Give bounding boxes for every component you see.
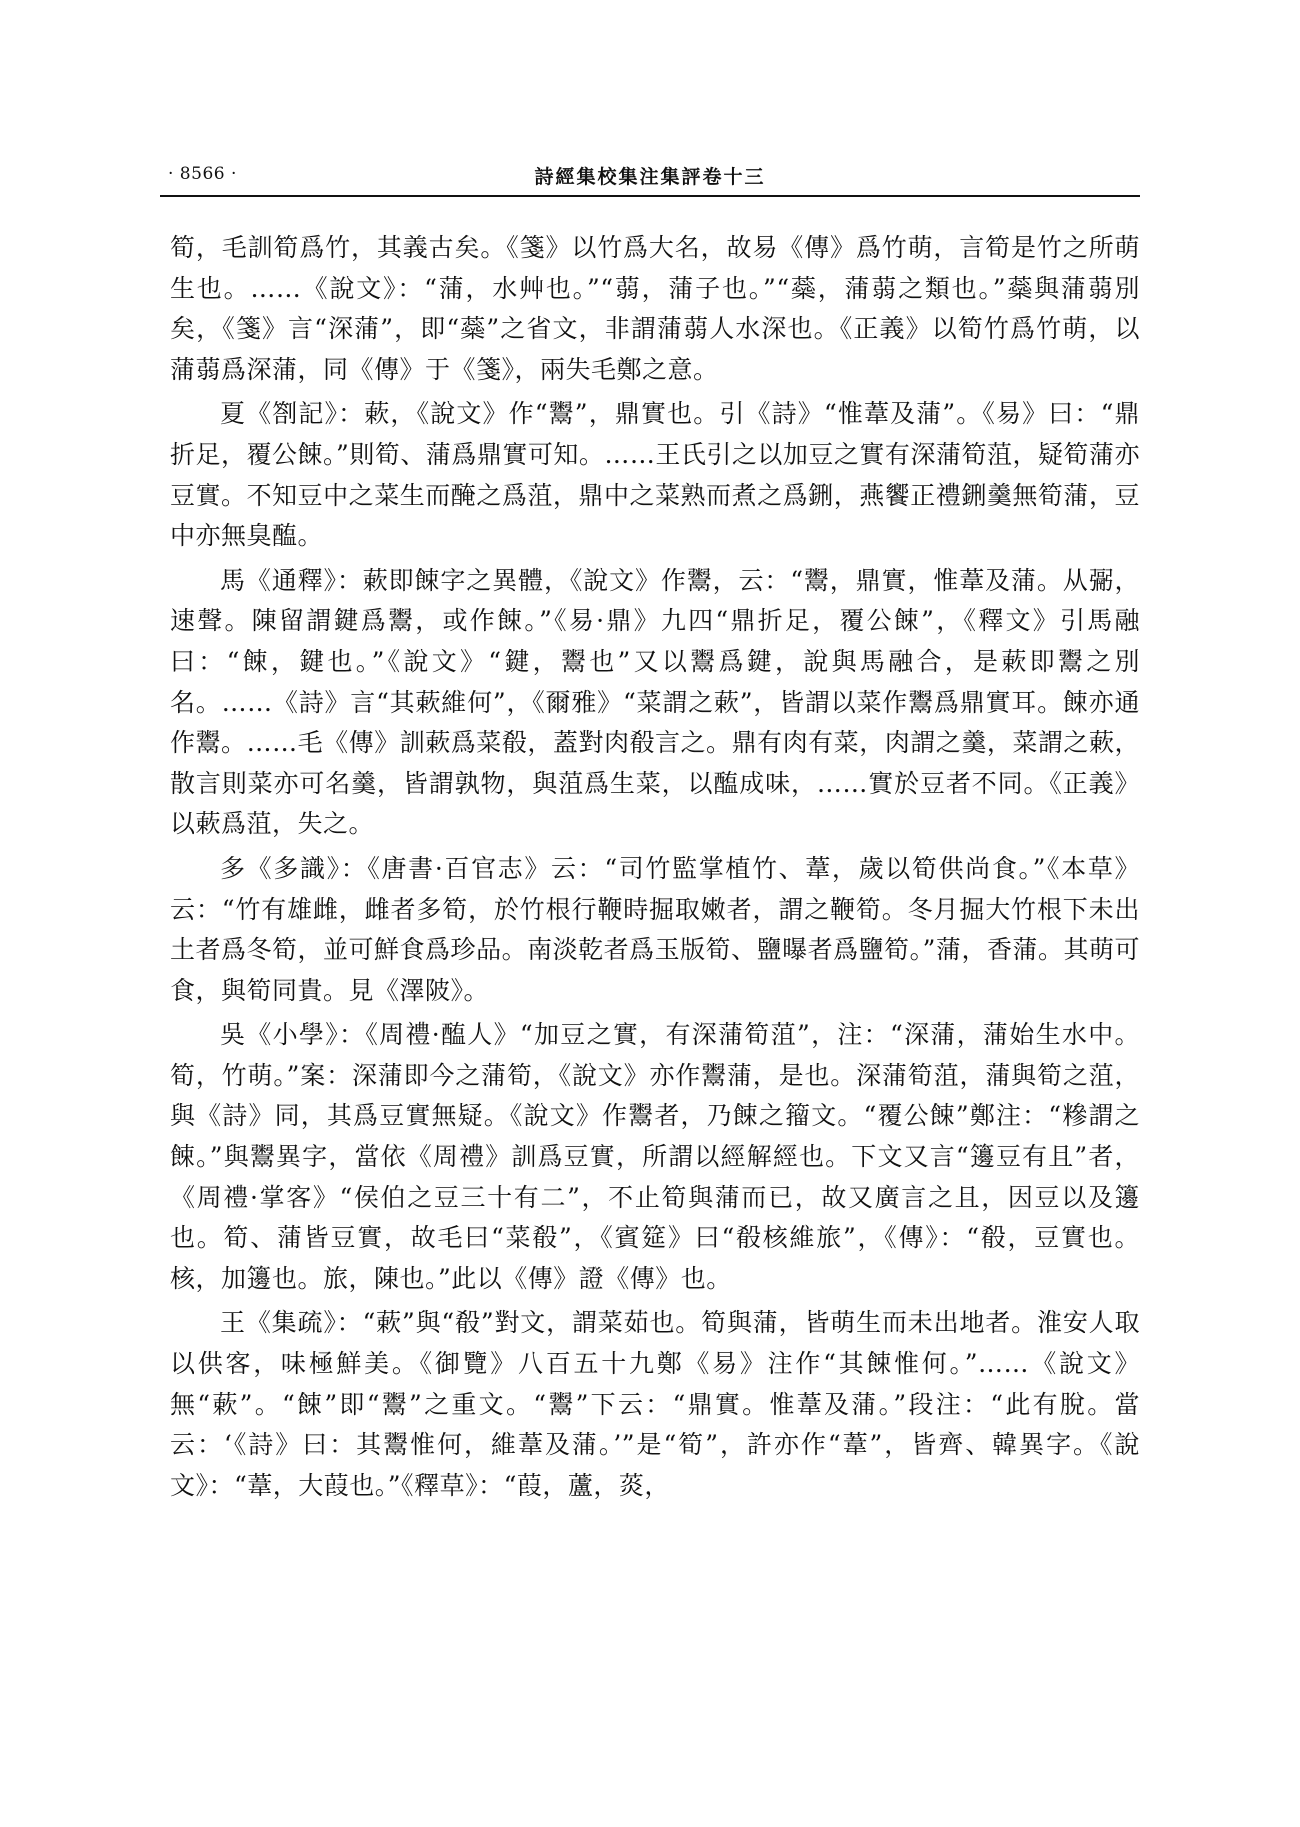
page-number: · 8566 ·: [168, 164, 237, 184]
paragraph-ma-tongshi: 馬《通釋》：蔌即餗字之異體，《說文》作鬻，云：“鬻，鼎實，惟葦及蒲。从䰜，速聲。陳留謂鍵爲鬻，或作餗。”《易·鼎》九四“鼎折足，覆公餗”，《釋文》引馬融曰：“餗，鍵也。”《說文》“鍵，鬻也”又以鬻爲鍵，說與馬融合，是蔌即鬻之別名。……《詩》言“其蔌維何”，《爾雅》“菜謂之蔌”，皆謂以菜作鬻爲鼎實耳。餗亦通作鬻。……毛《傳》訓蔌爲菜殽，蓋對肉殽言之。鼎有肉有菜，肉謂之羹，菜謂之蔌，散言則菜亦可名羹，皆謂孰物，與菹爲生菜，以醢成味，……實於豆者不同。《正義》以蔌爲菹，失之。: [170, 565, 1140, 839]
paragraph-xia-zhaji: 夏《劄記》：蔌，《說文》作“鬻”，鼎實也。引《詩》“惟葦及蒲”。《易》曰：“鼎折足，覆公餗。”則筍、蒲爲鼎實可知。……王氏引之以加豆之實有深蒲筍菹，疑筍蒲亦豆實。不知豆中之菜生而醃之爲菹，鼎中之菜熟而煮之爲鉶，燕饗正禮鉶羹無筍蒲，豆中亦無臭醢。: [170, 399, 1140, 551]
page-header: [160, 160, 1140, 190]
header-rule: [160, 195, 1140, 197]
paragraph-wu-xiaoxue: 吳《小學》：《周禮·醢人》“加豆之實，有深蒲筍菹”，注：“深蒲，蒲始生水中。筍，竹萌。”案：深蒲即今之蒲筍，《說文》亦作鬻蒲，是也。深蒲筍菹，蒲與筍之菹，與《詩》同，其爲豆實無疑。《說文》作鬻者，乃餗之籀文。“覆公餗”鄭注：“糝謂之餗。”與鬻異字，當依《周禮》訓爲豆實，所謂以經解經也。下文又言“籩豆有且”者，《周禮·掌客》“侯伯之豆三十有二”，不止筍與蒲而已，故又廣言之且，因豆以及籩也。筍、蒲皆豆實，故毛曰“菜殽”，《賓筵》曰“殽核維旅”，《傳》：“殽，豆實也。核，加籩也。旅，陳也。”此以《傳》證《傳》也。: [170, 1020, 1140, 1293]
body-text: [170, 228, 1140, 1510]
paragraph-duo-duoshi: 多《多識》：《唐書·百官志》云：“司竹監掌植竹、葦，歲以筍供尚食。”《本草》云：“竹有雄雌，雌者多筍，於竹根行鞭時掘取嫩者，謂之鞭筍。冬月掘大竹根下未出土者爲冬筍，並可鮮食爲珍品。南淡乾者爲玉版筍、鹽曝者爲鹽筍。”蒲，香蒲。其萌可食，與筍同貴。見《澤陂》。: [170, 853, 1140, 1005]
paragraph-continuation: 筍，毛訓筍爲竹，其義古矣。《箋》以竹爲大名，故易《傳》爲竹萌，言筍是竹之所萌生也。……《說文》：“蒲，水艸也。”“蒻，蒲子也。”“蘂，蒲蒻之類也。”蘂與蒲蒻別矣，《箋》言“深蒲”，即“蘂”之省文，非謂蒲蒻人水深也。《正義》以筍竹爲竹萌，以蒲蒻爲深蒲，同《傳》于《箋》，兩失毛鄭之意。: [170, 233, 1140, 384]
running-title: 詩經集校集注集評卷十三: [534, 166, 766, 188]
paragraph-wang-jishu: 王《集疏》：“蔌”與“殽”對文，謂菜茹也。筍與蒲，皆萌生而未出地者。淮安人取以供客，味極鮮美。《御覽》八百五十九鄭《易》注作“其餗惟何。”……《說文》無“蔌”。“餗”即“鬻”之重文。“鬻”下云：“鼎實。惟葦及蒲。”段注：“此有脫。當云：‘《詩》曰：其鬻惟何，維葦及蒲。’”是“筍”，許亦作“葦”，皆齊、韓異字。《說文》：“葦，大葭也。”《釋草》：“葭，蘆，菼，: [170, 1308, 1140, 1500]
